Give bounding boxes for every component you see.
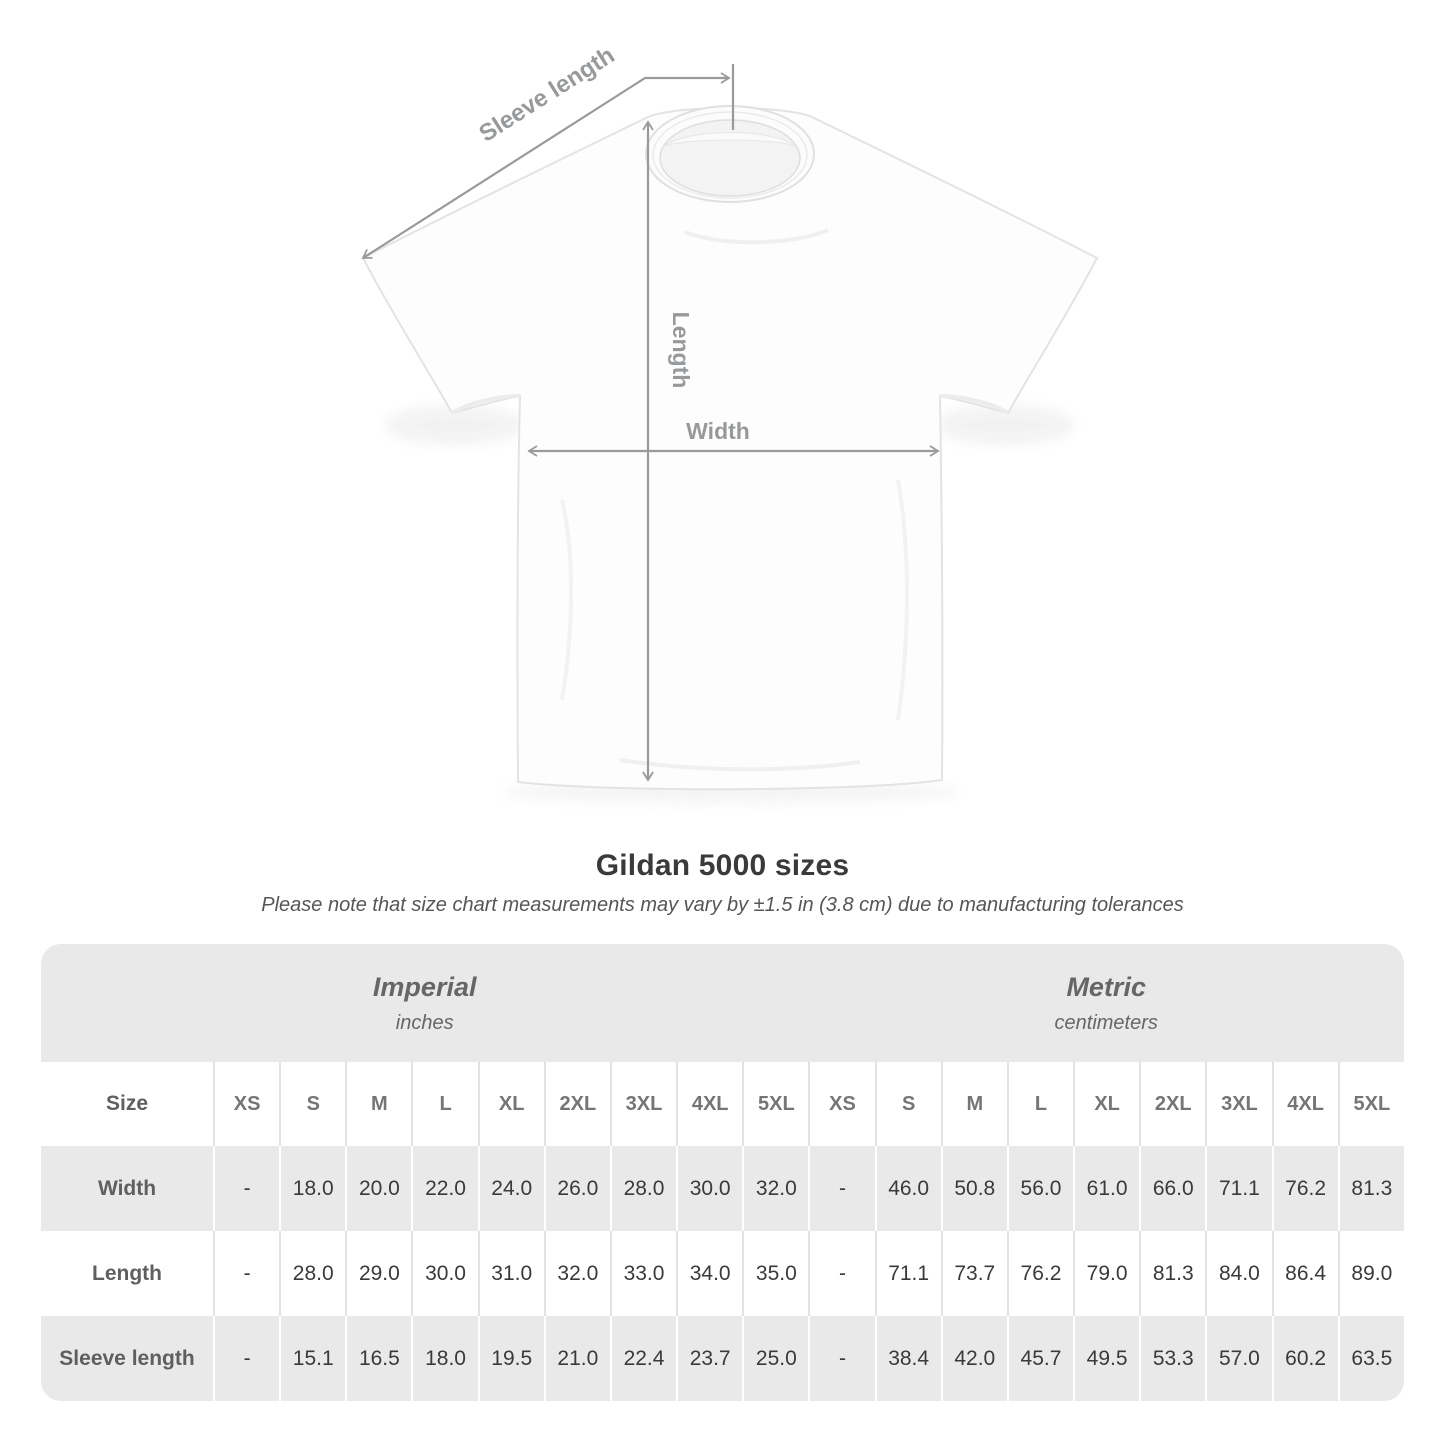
value-cell-metric: 45.7 bbox=[1007, 1316, 1073, 1401]
size-col-header-imperial: XL bbox=[478, 1062, 544, 1146]
value-cell-imperial: 30.0 bbox=[411, 1231, 477, 1316]
width-label: Width bbox=[686, 418, 750, 444]
value-cell-metric: 76.2 bbox=[1007, 1231, 1073, 1316]
size-col-header-imperial: 5XL bbox=[742, 1062, 808, 1146]
value-cell-metric: - bbox=[808, 1146, 874, 1231]
value-cell-imperial: 28.0 bbox=[610, 1146, 676, 1231]
value-cell-imperial: 20.0 bbox=[345, 1146, 411, 1231]
value-cell-metric: 86.4 bbox=[1272, 1231, 1338, 1316]
value-cell-metric: 57.0 bbox=[1205, 1316, 1271, 1401]
size-col-header-imperial: S bbox=[279, 1062, 345, 1146]
measurement-row-sleeve-length bbox=[41, 1316, 1404, 1401]
value-cell-metric: 60.2 bbox=[1272, 1316, 1338, 1401]
size-col-header-metric: 3XL bbox=[1205, 1062, 1271, 1146]
size-col-header-metric: 5XL bbox=[1338, 1062, 1404, 1146]
size-header-row bbox=[41, 1062, 1404, 1146]
size-col-header-metric: XS bbox=[808, 1062, 874, 1146]
size-row-label: Size bbox=[41, 1062, 213, 1146]
size-table-body bbox=[41, 1062, 1404, 1401]
unit-band-row bbox=[41, 944, 1404, 1062]
size-col-header-imperial: 2XL bbox=[544, 1062, 610, 1146]
size-table bbox=[41, 944, 1404, 1401]
value-cell-metric: 71.1 bbox=[1205, 1146, 1271, 1231]
value-cell-metric: 42.0 bbox=[941, 1316, 1007, 1401]
value-cell-imperial: 28.0 bbox=[279, 1231, 345, 1316]
size-col-header-metric: XL bbox=[1073, 1062, 1139, 1146]
row-label: Length bbox=[41, 1231, 213, 1316]
value-cell-imperial: - bbox=[213, 1146, 279, 1231]
value-cell-imperial: 16.5 bbox=[345, 1316, 411, 1401]
size-col-header-metric: L bbox=[1007, 1062, 1073, 1146]
size-col-header-imperial: 3XL bbox=[610, 1062, 676, 1146]
measurement-row-width bbox=[41, 1146, 1404, 1231]
value-cell-imperial: 32.0 bbox=[742, 1146, 808, 1231]
size-col-header-metric: 2XL bbox=[1139, 1062, 1205, 1146]
size-col-header-metric: S bbox=[875, 1062, 941, 1146]
size-col-header-metric: M bbox=[941, 1062, 1007, 1146]
value-cell-imperial: 25.0 bbox=[742, 1316, 808, 1401]
value-cell-metric: 79.0 bbox=[1073, 1231, 1139, 1316]
value-cell-imperial: 18.0 bbox=[411, 1316, 477, 1401]
value-cell-imperial: 18.0 bbox=[279, 1146, 345, 1231]
value-cell-imperial: 35.0 bbox=[742, 1231, 808, 1316]
value-cell-metric: - bbox=[808, 1231, 874, 1316]
value-cell-imperial: 26.0 bbox=[544, 1146, 610, 1231]
size-col-header-metric: 4XL bbox=[1272, 1062, 1338, 1146]
value-cell-metric: 81.3 bbox=[1338, 1146, 1404, 1231]
value-cell-imperial: 31.0 bbox=[478, 1231, 544, 1316]
value-cell-metric: 38.4 bbox=[875, 1316, 941, 1401]
value-cell-metric: 73.7 bbox=[941, 1231, 1007, 1316]
value-cell-metric: 46.0 bbox=[875, 1146, 941, 1231]
value-cell-imperial: 22.4 bbox=[610, 1316, 676, 1401]
value-cell-imperial: 34.0 bbox=[676, 1231, 742, 1316]
value-cell-metric: 84.0 bbox=[1205, 1231, 1271, 1316]
value-cell-imperial: 21.0 bbox=[544, 1316, 610, 1401]
value-cell-imperial: 33.0 bbox=[610, 1231, 676, 1316]
value-cell-imperial: - bbox=[213, 1231, 279, 1316]
value-cell-metric: 89.0 bbox=[1338, 1231, 1404, 1316]
value-cell-imperial: 22.0 bbox=[411, 1146, 477, 1231]
metric-label: Metric bbox=[1066, 971, 1146, 1002]
page-title: Gildan 5000 sizes bbox=[595, 849, 850, 882]
value-cell-imperial: 29.0 bbox=[345, 1231, 411, 1316]
tolerance-note: Please note that size chart measurements may vary by ±1.5 in (3.8 cm) due to manufacturing tolerances bbox=[261, 894, 1184, 916]
value-cell-metric: 71.1 bbox=[875, 1231, 941, 1316]
size-col-header-imperial: M bbox=[345, 1062, 411, 1146]
value-cell-metric: 49.5 bbox=[1073, 1316, 1139, 1401]
imperial-label: Imperial bbox=[372, 971, 477, 1002]
imperial-band bbox=[41, 944, 808, 1062]
length-label: Length bbox=[668, 311, 694, 389]
metric-unit-label: centimeters bbox=[1054, 1011, 1158, 1034]
value-cell-metric: 63.5 bbox=[1338, 1316, 1404, 1401]
size-col-header-imperial: L bbox=[411, 1062, 477, 1146]
row-label: Sleeve length bbox=[41, 1316, 213, 1401]
value-cell-imperial: 23.7 bbox=[676, 1316, 742, 1401]
value-cell-imperial: 15.1 bbox=[279, 1316, 345, 1401]
value-cell-imperial: 30.0 bbox=[676, 1146, 742, 1231]
value-cell-metric: 53.3 bbox=[1139, 1316, 1205, 1401]
value-cell-metric: 76.2 bbox=[1272, 1146, 1338, 1231]
value-cell-imperial: 24.0 bbox=[478, 1146, 544, 1231]
imperial-unit-label: inches bbox=[395, 1011, 454, 1034]
tshirt-illustration bbox=[363, 106, 1097, 789]
value-cell-imperial: 32.0 bbox=[544, 1231, 610, 1316]
row-label: Width bbox=[41, 1146, 213, 1231]
value-cell-imperial: - bbox=[213, 1316, 279, 1401]
tshirt-body bbox=[363, 108, 1097, 789]
value-cell-metric: - bbox=[808, 1316, 874, 1401]
size-col-header-imperial: XS bbox=[213, 1062, 279, 1146]
value-cell-metric: 56.0 bbox=[1007, 1146, 1073, 1231]
value-cell-metric: 66.0 bbox=[1139, 1146, 1205, 1231]
measurement-row-length bbox=[41, 1231, 1404, 1316]
value-cell-metric: 50.8 bbox=[941, 1146, 1007, 1231]
sleeve-length-label: Sleeve length bbox=[474, 41, 620, 148]
size-col-header-imperial: 4XL bbox=[676, 1062, 742, 1146]
value-cell-imperial: 19.5 bbox=[478, 1316, 544, 1401]
metric-band bbox=[808, 944, 1404, 1062]
value-cell-metric: 61.0 bbox=[1073, 1146, 1139, 1231]
value-cell-metric: 81.3 bbox=[1139, 1231, 1205, 1316]
neck-opening bbox=[660, 120, 800, 196]
